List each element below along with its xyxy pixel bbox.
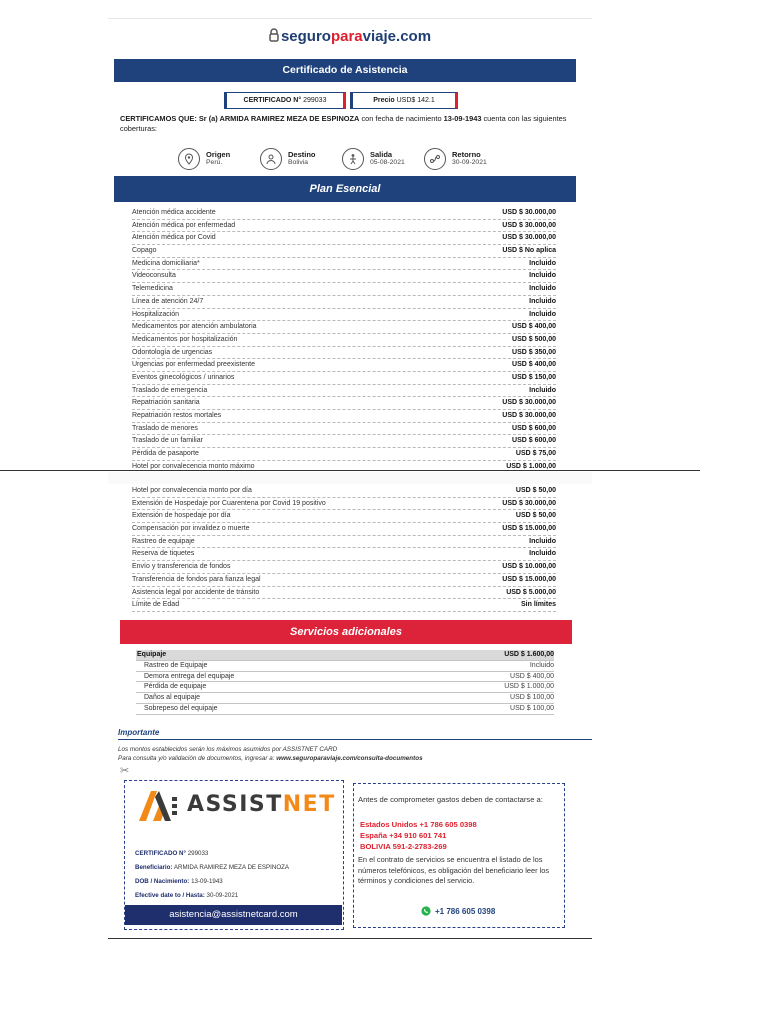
service-row xyxy=(136,682,554,693)
coverage-name: Urgencias por enfermedad preexistente xyxy=(132,361,255,369)
service-value: USD $ 1.000,00 xyxy=(504,683,554,691)
coverage-value: Incluido xyxy=(529,285,556,293)
coverage-row xyxy=(132,510,556,523)
coverage-name: Hotel por convalecencia monto máximo xyxy=(132,462,255,470)
contact-box: Antes de comprometer gastos deben de contactarse a: Estados Unidos +1 786 605 0398 España +34 910 601 741 BOLIVIA 591-2-2783-269 En el contrato de servicios se encuentra el listado de los números telefónicos, es obligación del beneficiario leer los términos y condiciones del servicio. +1 786 605 0398 xyxy=(353,783,565,928)
phone-spain[interactable]: España +34 910 601 741 xyxy=(360,831,447,840)
coverage-row xyxy=(132,207,556,220)
whatsapp-contact[interactable]: +1 786 605 0398 xyxy=(421,906,495,918)
coverage-row xyxy=(132,561,556,574)
traveler-icon xyxy=(342,148,364,170)
coverage-value: USD $ 600,00 xyxy=(512,424,556,432)
coverage-row xyxy=(132,536,556,549)
service-name: Sobrepeso del equipaje xyxy=(144,704,218,712)
important-title: Importante xyxy=(118,728,160,737)
coverage-row xyxy=(132,245,556,258)
coverage-row xyxy=(132,587,556,600)
coverage-row xyxy=(132,435,556,448)
coverage-value: USD $ 15.000,00 xyxy=(502,525,556,533)
coverage-value: USD $ 30.000,00 xyxy=(502,412,556,419)
coverage-name: Medicina domiciliaria* xyxy=(132,259,200,267)
coverage-value: USD $ 30.000,00 xyxy=(502,234,556,242)
service-row xyxy=(136,672,554,683)
coverage-name: Extensión de Hospedaje por Cuarentena por Covid 19 positivo xyxy=(132,499,326,507)
coverage-name: Repatriación restos mortales xyxy=(132,412,222,419)
coverage-row xyxy=(132,385,556,398)
trip-details: Origen Perú. Destino Bolivia Salida 05-08-2021 Retorno 30-09-2021 xyxy=(178,148,558,172)
coverage-row xyxy=(132,574,556,587)
price-box: Precio USD$ 142.1 xyxy=(350,92,458,109)
coverage-row xyxy=(132,220,556,233)
service-row xyxy=(136,693,554,704)
coverage-row xyxy=(132,270,556,283)
certificate-header-band: Certificado de Asistencia xyxy=(114,59,576,82)
service-name: Demora entrega del equipaje xyxy=(144,672,235,680)
coverage-name: Hospitalización xyxy=(132,310,180,318)
coverage-name: Atención médica por enfermedad xyxy=(132,221,236,229)
coverage-list-part1 xyxy=(132,207,556,473)
services-header-row: Equipaje USD $ 1.600,00 xyxy=(136,650,554,661)
route-icon xyxy=(424,148,446,170)
phone-list xyxy=(360,819,477,852)
coverage-name: Repatriación sanitaria xyxy=(132,399,200,407)
phone-bolivia[interactable]: BOLIVIA 591-2-2783-269 xyxy=(360,842,447,851)
coverage-value: Sin límites xyxy=(520,601,556,609)
coverage-row xyxy=(132,485,556,498)
coverage-name: Asistencia legal por accidente de tránsito xyxy=(132,588,260,596)
coverage-name: Traslado de emergencia xyxy=(132,386,208,394)
location-pin-icon xyxy=(178,148,200,170)
service-row xyxy=(136,704,554,715)
coverage-name: Reserva de tiquetes xyxy=(132,550,195,558)
coverage-name: Transferencia de fondos para fianza legal xyxy=(132,575,261,583)
coverage-value: USD $ 30.000,00 xyxy=(502,399,556,407)
service-name: Daños al equipaje xyxy=(144,694,201,702)
coverage-value: USD $ 150,00 xyxy=(512,373,556,381)
coverage-value: Incluido xyxy=(529,310,556,318)
coverage-value: USD $ 500,00 xyxy=(512,335,556,343)
important-notes: Los montos establecidos serán los máximos asumidos por ASSISTNET CARD Para consulta y/o validación de documentos, ingresar a: www.seguroparaviaje.com/consulta-documentos xyxy=(118,746,423,762)
phone-usa[interactable]: Estados Unidos +1 786 605 0398 xyxy=(360,820,477,829)
scissors-icon: ✂ xyxy=(120,765,130,777)
coverage-value: Incluido xyxy=(529,259,556,267)
certificate-number-box: CERTIFICADO N° 299033 xyxy=(224,92,346,109)
service-value: USD $ 100,00 xyxy=(510,704,554,712)
important-divider xyxy=(118,739,592,740)
coverage-value: USD $ 75,00 xyxy=(515,450,556,458)
bottom-divider xyxy=(108,938,592,939)
services-table xyxy=(136,650,554,715)
coverage-row xyxy=(132,359,556,372)
coverage-value: Incluido xyxy=(529,297,556,305)
whatsapp-icon xyxy=(421,906,431,918)
coverage-value: USD $ 600,00 xyxy=(512,437,556,445)
lock-icon xyxy=(269,28,279,46)
coverage-name: Medicamentos por atención ambulatoria xyxy=(132,323,257,331)
coverage-row xyxy=(132,523,556,536)
coverage-value: USD $ 5.000,00 xyxy=(506,588,556,596)
coverage-name: Atención médica accidente xyxy=(132,209,216,216)
coverage-value: USD $ 400,00 xyxy=(512,323,556,331)
coverage-value: Incluido xyxy=(529,386,556,394)
coverage-row xyxy=(132,548,556,561)
coverage-row xyxy=(132,283,556,296)
coverage-name: Copago xyxy=(132,247,157,255)
coverage-name: Medicamentos por hospitalización xyxy=(132,335,238,343)
service-name: Rastreo de Equipaje xyxy=(144,661,208,669)
coverage-row xyxy=(132,410,556,423)
coverage-value: USD $ 1.000,00 xyxy=(506,462,556,470)
coverage-name: Extensión de hospedaje por día xyxy=(132,512,231,520)
coverage-list-part2 xyxy=(132,485,556,612)
coverage-row xyxy=(132,498,556,511)
service-value: USD $ 400,00 xyxy=(510,672,554,680)
coverage-value: USD $ 30.000,00 xyxy=(502,209,556,216)
coverage-name: Envío y transferencia de fondos xyxy=(132,563,231,571)
service-value: Incluido xyxy=(529,661,554,669)
top-divider xyxy=(108,18,592,19)
coverage-name: Compensación por invalidez o muerte xyxy=(132,525,250,533)
coverage-name: Atención médica por Covid xyxy=(132,234,216,242)
coverage-row xyxy=(132,372,556,385)
coverage-value: USD $ 50,00 xyxy=(515,487,556,494)
services-title-band: Servicios adicionales xyxy=(120,620,572,644)
assistnet-card xyxy=(124,780,344,930)
coverage-value: Incluido xyxy=(529,550,556,558)
coverage-name: Rastreo de equipaje xyxy=(132,537,195,545)
coverage-row xyxy=(132,296,556,309)
coverage-name: Videoconsulta xyxy=(132,272,176,280)
coverage-row xyxy=(132,599,556,612)
coverage-row xyxy=(132,334,556,347)
coverage-value: USD $ 50,00 xyxy=(515,512,556,520)
coverage-name: Traslado de menores xyxy=(132,424,198,432)
coverage-value: USD $ 10.000,00 xyxy=(502,563,556,571)
coverage-name: Traslado de un familiar xyxy=(132,437,203,445)
coverage-row xyxy=(132,321,556,334)
coverage-value: Incluido xyxy=(529,272,556,280)
certification-statement: CERTIFICAMOS QUE: Sr (a) ARMIDA RAMIREZ MEZA DE ESPINOZA con fecha de nacimiento 13-09-1943 cuenta con las siguientes coberturas: xyxy=(120,114,567,133)
coverage-name: Telemedicina xyxy=(132,285,173,293)
coverage-row xyxy=(132,347,556,360)
coverage-value: USD $ 15.000,00 xyxy=(502,575,556,583)
brand-logo[interactable]: seguroparaviaje.com xyxy=(108,28,592,50)
certificate-page xyxy=(108,18,592,978)
service-value: USD $ 100,00 xyxy=(510,694,554,702)
coverage-name: Límite de Edad xyxy=(132,601,180,609)
location-pin-icon xyxy=(260,148,282,170)
coverage-row xyxy=(132,423,556,436)
coverage-value: USD $ 400,00 xyxy=(512,361,556,369)
coverage-value: USD $ 30.000,00 xyxy=(502,221,556,229)
coverage-row xyxy=(132,448,556,461)
coverage-value: USD $ 350,00 xyxy=(512,348,556,356)
service-name: Pérdida de equipaje xyxy=(144,683,207,691)
page-break-divider xyxy=(0,470,700,471)
coverage-row xyxy=(132,397,556,410)
coverage-name: Pérdida de pasaporte xyxy=(132,450,199,458)
page-gap xyxy=(108,472,592,484)
coverage-name: Odontología de urgencias xyxy=(132,348,213,356)
assistnet-logo: ASSISTNET xyxy=(137,789,337,823)
coverage-row xyxy=(132,232,556,245)
card-details: CERTIFICADO N° 299033 Beneficiario: ARMIDA RAMIREZ MEZA DE ESPINOZA DOB / Nacimiento: 13-09-1943 Efective date to / Hasta: 30-09-2021 xyxy=(135,850,290,899)
coverage-row xyxy=(132,309,556,322)
coverage-value: Incluido xyxy=(529,537,556,545)
coverage-name: Línea de atención 24/7 xyxy=(132,297,204,305)
coverage-value: USD $ 30.000,00 xyxy=(502,499,556,507)
assistance-email-link[interactable]: asistencia@assistnetcard.com xyxy=(125,905,342,925)
assistnet-mark-icon xyxy=(137,789,179,823)
coverage-row xyxy=(132,258,556,271)
coverage-value: USD $ No aplica xyxy=(502,247,556,255)
plan-title-band: Plan Esencial xyxy=(114,176,576,202)
service-row xyxy=(136,661,554,672)
coverage-name: Hotel por convalecencia monto por día xyxy=(132,487,252,494)
coverage-name: Eventos ginecológicos / urinarios xyxy=(132,373,235,381)
documents-link[interactable]: www.seguroparaviaje.com/consulta-documentos xyxy=(276,755,423,762)
